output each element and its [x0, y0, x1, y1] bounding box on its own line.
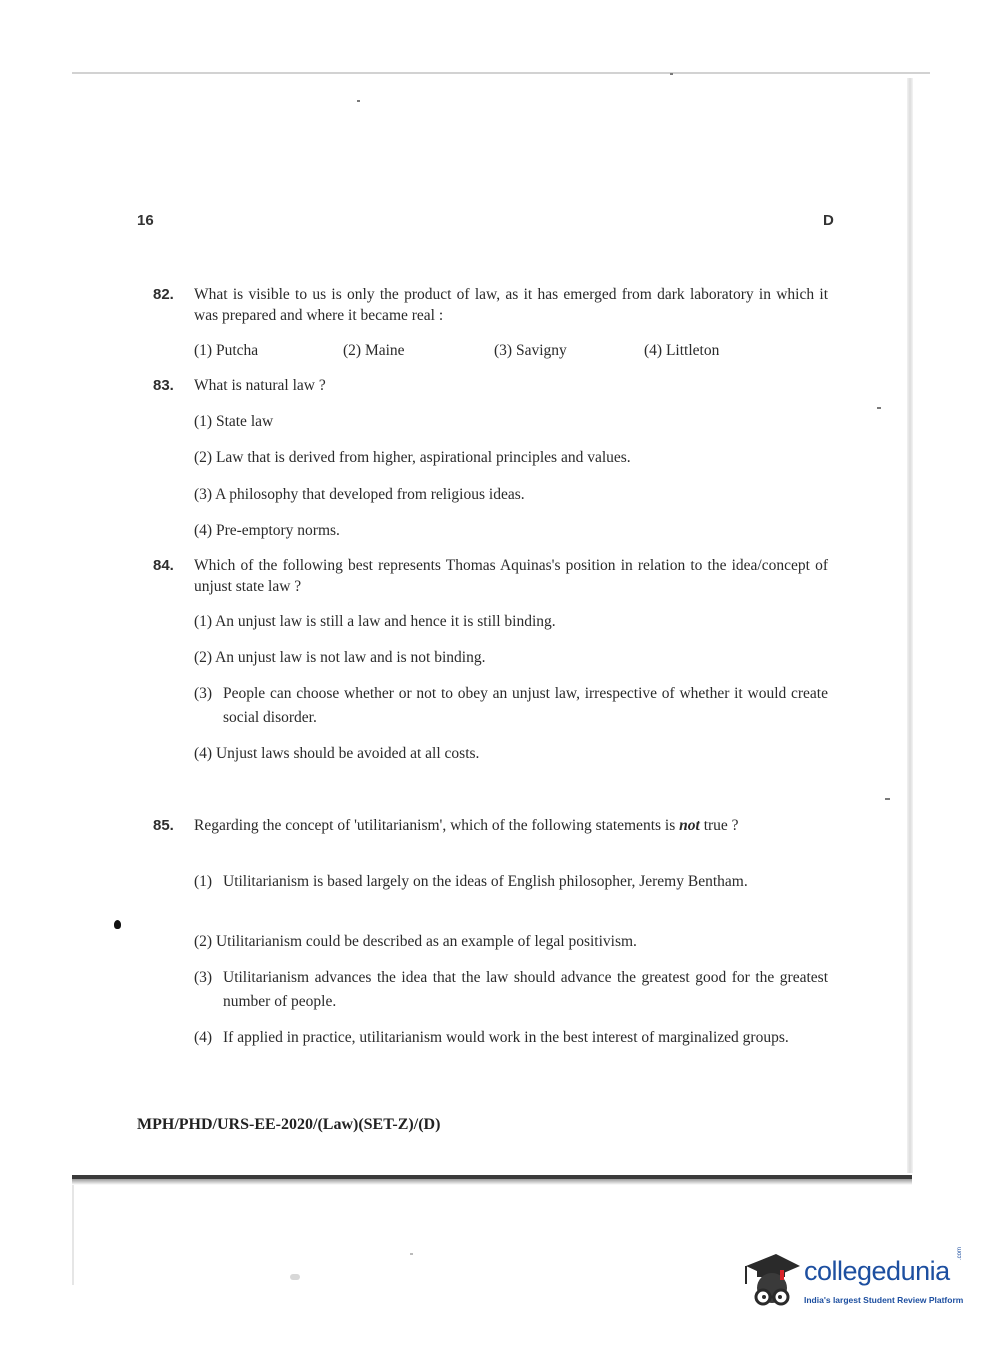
scan-top-edge: [72, 72, 930, 74]
option-text: People can choose whether or not to obey an unjust law, irrespective of whether it would create social disorder.: [223, 685, 828, 726]
paper-code: MPH/PHD/URS-EE-2020/(Law)(SET-Z)/(D): [137, 1116, 441, 1133]
scan-speck: [357, 100, 360, 102]
option-text: Utilitarianism advances the idea that the law should advance the greatest good for the greatest number of people.: [223, 969, 828, 1010]
question-text: Regarding the concept of 'utilitarianism', which of the following statements is not true ?: [194, 817, 739, 834]
scan-speck: [290, 1274, 300, 1280]
option-1: (1) Putcha: [194, 342, 259, 359]
question-number: 82.: [153, 286, 174, 303]
scan-speck: [410, 1253, 413, 1255]
logo-tagline: India's largest Student Review Platform: [804, 1295, 964, 1305]
option-3: (3) Savigny: [494, 342, 567, 359]
scan-speck: [877, 407, 881, 409]
option-3: [194, 682, 828, 730]
scan-left-shadow: [72, 1185, 74, 1285]
scan-speck: [114, 920, 121, 929]
option-2: (2) An unjust law is not law and is not binding.: [194, 649, 486, 666]
option-4: (4) If applied in practice, utilitarianism would work in the best interest of marginalized groups.: [194, 1026, 828, 1050]
logo-brand-text: collegedunia: [804, 1256, 950, 1286]
option-text: Utilitarianism is based largely on the ideas of English philosopher, Jeremy Bentham.: [223, 873, 748, 890]
scan-speck: [885, 798, 890, 800]
option-number: (3): [194, 685, 213, 702]
option-3: (3) A philosophy that developed from religious ideas.: [194, 486, 525, 503]
set-code: D: [823, 212, 834, 229]
option-2: (2) Law that is derived from higher, aspirational principles and values.: [194, 449, 631, 466]
option-1: (1) Utilitarianism is based largely on the ideas of English philosopher, Jeremy Bentham.: [194, 870, 828, 894]
option-text: If applied in practice, utilitarianism would work in the best interest of marginalized groups.: [223, 1029, 789, 1046]
scan-speck: [670, 73, 673, 75]
question-text: Which of the following best represents Thomas Aquinas's position in relation to the idea/concept of unjust state law ?: [194, 557, 828, 595]
option-2: (2) Utilitarianism could be described as an example of legal positivism.: [194, 933, 637, 950]
question-number: 84.: [153, 557, 174, 574]
option-4: (4) Pre-emptory norms.: [194, 522, 340, 539]
option-2: (2) Maine: [343, 342, 405, 359]
collegedunia-logo: [742, 1246, 972, 1320]
option-1: (1) State law: [194, 413, 274, 430]
question-number: 85.: [153, 817, 174, 834]
option-4: (4) Unjust laws should be avoided at all costs.: [194, 745, 480, 762]
emphasis-not: not: [679, 817, 700, 834]
option-3: (3) Utilitarianism advances the idea that the law should advance the greatest good for the greatest number of people.: [194, 966, 828, 1014]
page-number: 16: [137, 212, 154, 229]
question-text: What is natural law ?: [194, 377, 326, 394]
page-right-edge: [907, 78, 913, 1173]
mascot-icon: [742, 1250, 802, 1320]
option-1: (1) An unjust law is still a law and hence it is still binding.: [194, 613, 556, 630]
question-number: 83.: [153, 377, 174, 394]
logo-dotcom: .com: [957, 1246, 963, 1260]
option-4: (4) Littleton: [644, 342, 720, 359]
question-text: What is visible to us is only the product of law, as it has emerged from dark laboratory in which it was prepared and where it became real :: [194, 286, 828, 324]
page-bottom-shadow: [72, 1179, 912, 1185]
